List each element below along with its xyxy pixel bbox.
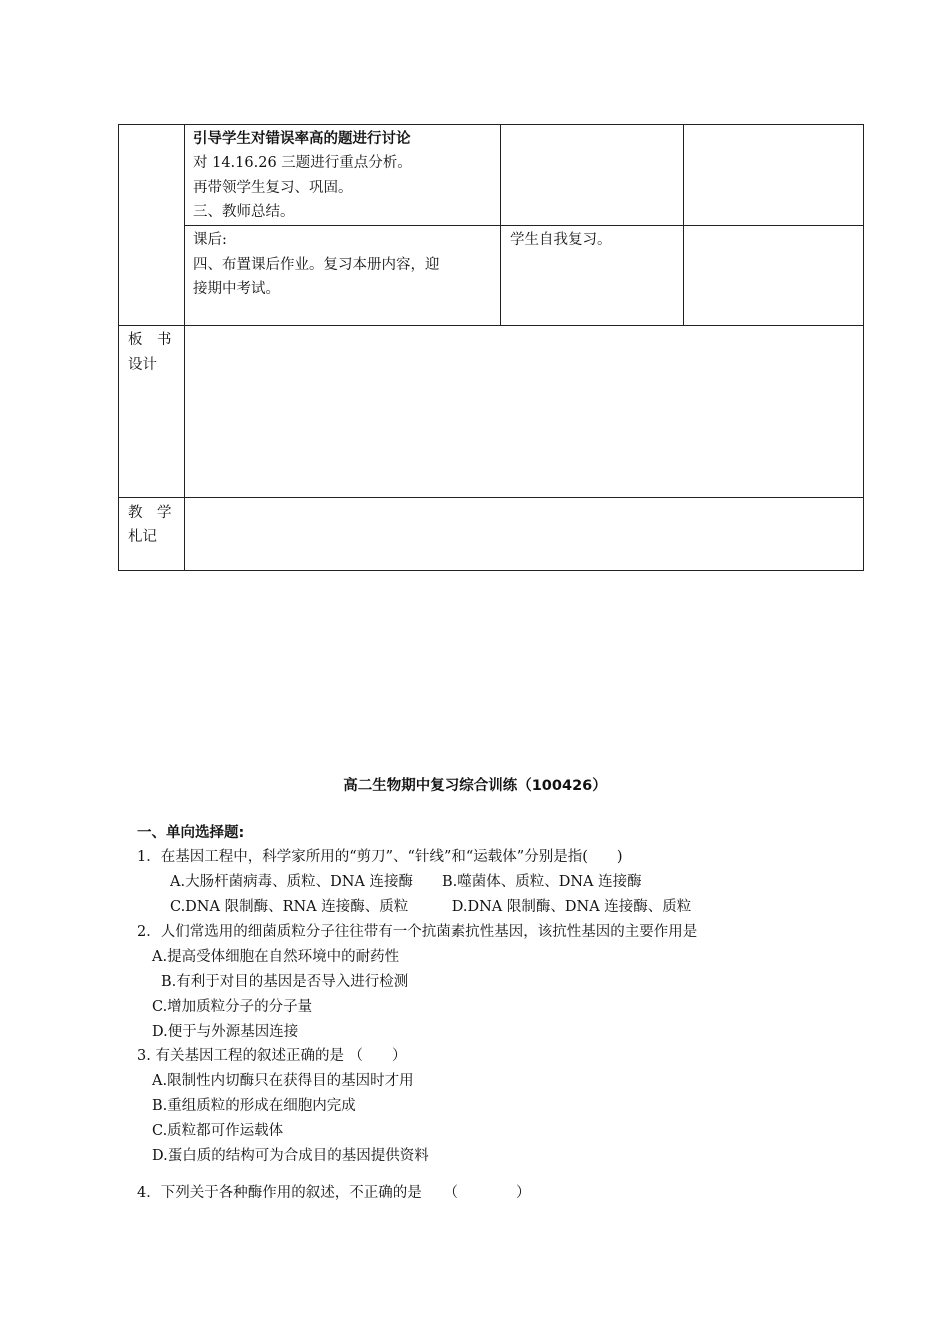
section-heading: 一、单向选择题: <box>137 825 245 841</box>
question-option: C.质粒都可作运载体 <box>152 1123 284 1139</box>
question-stem: 3. 有关基因工程的叙述正确的是 （ ） <box>137 1048 407 1064</box>
table-border-right <box>863 124 864 571</box>
table-divider-col1 <box>184 124 185 571</box>
question-stem: 1．在基因工程中，科学家所用的“剪刀”、“针线”和“运载体”分别是指( ) <box>137 849 623 865</box>
cell-line: 课后: <box>193 232 227 248</box>
board-design-label-2: 设计 <box>128 357 157 373</box>
question-option: B.重组质粒的形成在细胞内完成 <box>152 1098 356 1114</box>
student-activity: 学生自我复习。 <box>510 232 612 248</box>
question-option: D.蛋白质的结构可为合成目的基因提供资料 <box>152 1148 429 1164</box>
question-stem: 2．人们常选用的细菌质粒分子往往带有一个抗菌素抗性基因，该抗性基因的主要作用是 <box>137 924 698 940</box>
exercise-title: 高二生物期中复习综合训练（100426） <box>343 778 607 794</box>
teaching-notes-label-1: 教 学 <box>128 505 172 521</box>
teaching-notes-label-2: 札记 <box>128 529 157 545</box>
question-option: A.提高受体细胞在自然环境中的耐药性 <box>152 949 400 965</box>
table-divider-row3 <box>118 497 864 498</box>
question-option: A.限制性内切酶只在获得目的基因时才用 <box>152 1073 414 1089</box>
question-option: C.增加质粒分子的分子量 <box>152 999 313 1015</box>
table-border-left <box>118 124 119 571</box>
table-border-top <box>118 124 864 125</box>
cell-line: 三、教师总结。 <box>193 204 295 220</box>
cell-line: 对 14.16.26 三题进行重点分析。 <box>193 155 412 171</box>
question-option: B.有利于对目的基因是否导入进行检测 <box>161 974 409 990</box>
question-option: A.大肠杆菌病毒、质粒、DNA 连接酶 B.噬菌体、质粒、DNA 连接酶 <box>170 874 642 890</box>
table-divider-col2 <box>500 124 501 326</box>
board-design-label-1: 板 书 <box>128 332 172 348</box>
table-divider-col3 <box>683 124 684 326</box>
cell-line: 再带领学生复习、巩固。 <box>193 180 353 196</box>
table-divider-row2 <box>118 325 864 326</box>
table-border-bottom <box>118 570 864 571</box>
question-option: C.DNA 限制酶、RNA 连接酶、质粒 D.DNA 限制酶、DNA 连接酶、质粒 <box>170 899 692 915</box>
question-stem: 4．下列关于各种酶作用的叙述，不正确的是 （ ） <box>137 1185 531 1201</box>
discussion-heading: 引导学生对错误率高的题进行讨论 <box>193 131 411 147</box>
table-divider-row1 <box>184 225 864 226</box>
cell-line: 四、布置课后作业。复习本册内容，迎 <box>193 257 440 273</box>
question-option: D.便于与外源基因连接 <box>152 1024 299 1040</box>
cell-line: 接期中考试。 <box>193 281 280 297</box>
